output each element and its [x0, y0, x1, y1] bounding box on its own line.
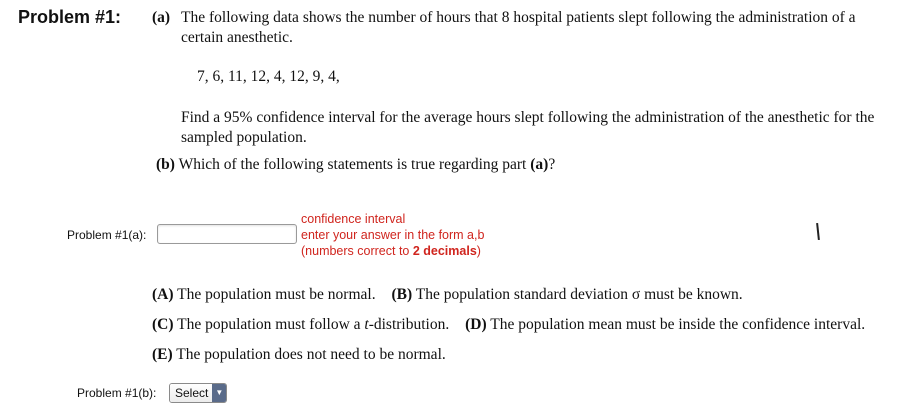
- option-c-t: t: [364, 316, 369, 333]
- option-a-text: The population must be normal.: [177, 286, 376, 303]
- option-c-text: [177, 316, 449, 333]
- data-values: 7, 6, 11, 12, 4, 12, 9, 4,: [197, 68, 340, 85]
- triangle-down-icon: ▼: [212, 384, 226, 402]
- hint-line-1: confidence interval: [301, 212, 406, 226]
- part-b-ref: (a): [530, 156, 549, 173]
- statements-row-3: [152, 345, 446, 365]
- answer-a-hint: [301, 211, 484, 259]
- option-c-text-end: -distribution.: [368, 316, 450, 333]
- hint-line-3-prefix: (numbers correct to: [301, 244, 413, 258]
- text-cursor-icon: [816, 223, 820, 240]
- statements-row-1: [152, 285, 743, 305]
- part-b-question: [156, 155, 555, 175]
- part-b-label: (b): [156, 156, 175, 173]
- find-instruction: Find a 95% confidence interval for the average hours slept following the administration of the anesthetic for the sampled population.: [181, 109, 875, 146]
- hint-line-2: enter your answer in the form a,b: [301, 228, 485, 242]
- option-e-label: (E): [152, 346, 173, 363]
- option-b-text: The population standard deviation σ must be known.: [415, 286, 743, 303]
- option-b-label: (B): [391, 286, 413, 303]
- answer-b-select[interactable]: [169, 383, 227, 403]
- option-c-label: (C): [152, 316, 174, 333]
- answer-b-label: Problem #1(b):: [77, 386, 157, 400]
- hint-line-3: [301, 243, 484, 259]
- answer-a-input[interactable]: [157, 224, 297, 244]
- hint-line-3-suffix: ): [476, 244, 481, 258]
- option-c-text-start: The population must follow a: [177, 316, 365, 333]
- statements-row-2: [152, 315, 865, 335]
- answer-a-label: Problem #1(a):: [67, 228, 147, 242]
- option-a-label: (A): [152, 286, 174, 303]
- problem-heading: Problem #1:: [18, 7, 122, 27]
- option-d-text: The population mean must be inside the confidence interval.: [490, 316, 866, 333]
- option-e-text: The population does not need to be normal.: [176, 346, 446, 363]
- select-value: Select: [170, 384, 212, 402]
- option-d-label: (D): [465, 316, 487, 333]
- part-a-text: The following data shows the number of hours that 8 hospital patients slept following the administration of a certain anesthetic.: [181, 9, 856, 46]
- part-b-text: Which of the following statements is true regarding part: [178, 156, 527, 173]
- hint-decimals: 2 decimals: [412, 244, 477, 258]
- part-b-question-mark: ?: [548, 156, 556, 173]
- part-a-label: (a): [152, 9, 171, 26]
